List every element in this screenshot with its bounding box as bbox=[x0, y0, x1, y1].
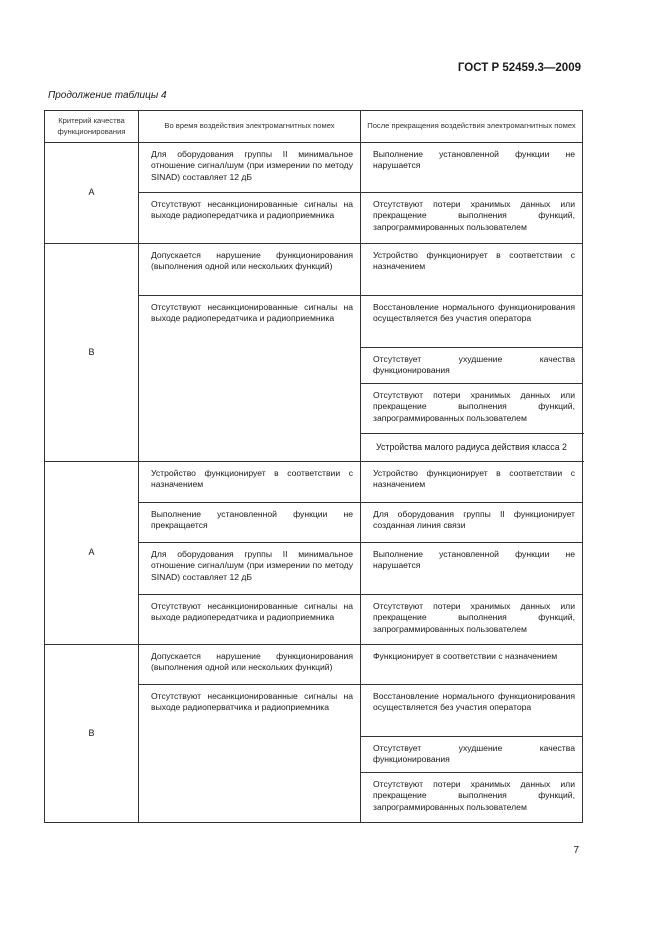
after-cell: Для оборудования группы II функционирует созданная линия связи bbox=[361, 503, 583, 543]
table-row bbox=[45, 645, 583, 685]
during-cell: Отсутствуют несанкционированные сигналы на выходе радиопередатчика и радиоприемника bbox=[139, 595, 361, 645]
criterion-cell: А bbox=[45, 143, 139, 244]
table-row bbox=[45, 143, 583, 193]
column-header-after: После прекращения воздействия электромагнитных помех bbox=[361, 111, 583, 143]
criterion-cell: В bbox=[45, 244, 139, 462]
during-cell: Допускается нарушение функционирования (выполнения одной или нескольких функций) bbox=[139, 244, 361, 296]
during-cell: Допускается нарушение функционирования (выполнения одной или нескольких функций) bbox=[139, 645, 361, 685]
table-caption: Продолжение таблицы 4 bbox=[48, 90, 167, 101]
during-cell: Для оборудования группы II минимальное отношение сигнал/шум (при измерении по методу SINAD) составляет 12 дБ bbox=[139, 543, 361, 595]
after-cell: Восстановление нормального функционирования осуществляется без участия оператора bbox=[361, 685, 583, 737]
criterion-cell: А bbox=[45, 462, 139, 645]
column-header-criterion: Критерий качества функционирования bbox=[45, 111, 139, 143]
after-cell: Функционирует в соответствии с назначением bbox=[361, 645, 583, 685]
after-cell: Отсутствуют потери хранимых данных или прекращение выполнения функций, запрограммированных пользователем bbox=[361, 773, 583, 823]
table-row bbox=[45, 244, 583, 296]
after-cell: Отсутствует ухудшение качества функционирования bbox=[361, 348, 583, 384]
after-cell: Выполнение установленной функции не нарушается bbox=[361, 543, 583, 595]
during-cell: Устройство функционирует в соответствии с назначением bbox=[139, 462, 361, 503]
during-cell: Отсутствуют несанкционированные сигналы на выходе радиопередатчика и радиоприемника bbox=[139, 193, 361, 244]
after-cell: Отсутствует ухудшение качества функционирования bbox=[361, 737, 583, 773]
after-cell: Восстановление нормального функционирования осуществляется без участия оператора bbox=[361, 296, 583, 348]
during-cell: Отсутствуют несанкционированные сигналы на выходе радиоперватчика и радиоприемника bbox=[139, 685, 361, 823]
after-cell: Отсутствуют потери хранимых данных или прекращение выполнения функций, запрограммированных пользователем bbox=[361, 193, 583, 244]
after-cell: Устройство функционирует в соответствии с назначением bbox=[361, 462, 583, 503]
after-cell: Устройство функционирует в соответствии с назначением bbox=[361, 244, 583, 296]
document-id: ГОСТ Р 52459.3—2009 bbox=[457, 62, 581, 74]
after-cell: Выполнение установленной функции не нарушается bbox=[361, 143, 583, 193]
during-cell: Для оборудования группы II минимальное отношение сигнал/шум (при измерении по методу SINAD) составляет 12 дБ bbox=[139, 143, 361, 193]
column-header-during: Во время воздействия электромагнитных помех bbox=[139, 111, 361, 143]
during-cell: Отсутствуют несанкционированные сигналы на выходе радиопередатчика и радиоприемника bbox=[139, 296, 361, 462]
criterion-cell: В bbox=[45, 645, 139, 823]
after-cell: Отсутствуют потери хранимых данных или прекращение выполнения функций, запрограммированных пользователем bbox=[361, 595, 583, 645]
after-cell: Отсутствуют потери хранимых данных или прекращение выполнения функций, запрограммированных пользователем bbox=[361, 384, 583, 434]
during-cell: Выполнение установленной функции не прекращается bbox=[139, 503, 361, 543]
requirements-table bbox=[44, 110, 583, 823]
section-title: Устройства малого радиуса действия класса 2 bbox=[361, 434, 583, 462]
page-number: 7 bbox=[573, 845, 579, 856]
table-row bbox=[45, 462, 583, 503]
